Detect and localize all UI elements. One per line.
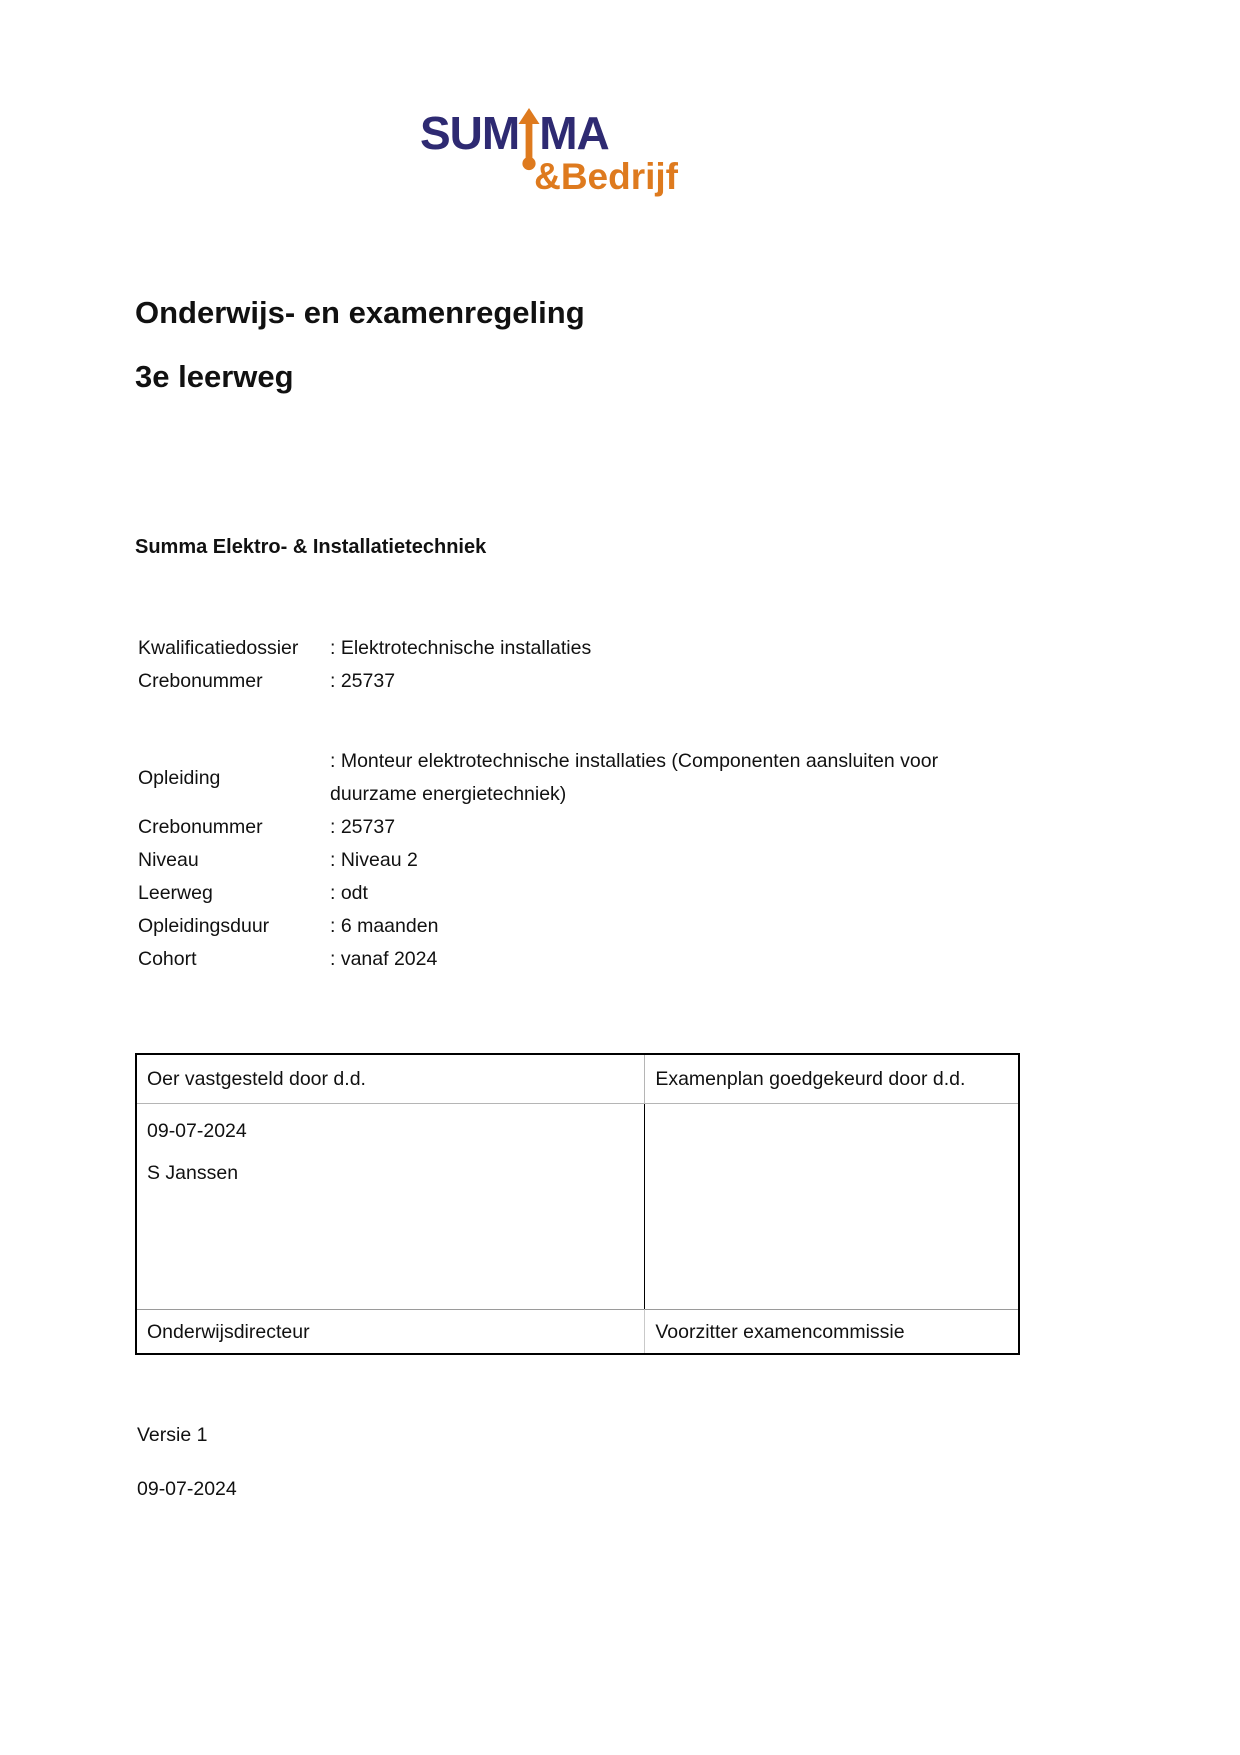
field-label: Opleidingsduur	[138, 915, 270, 937]
field-row-kwalificatiedossier	[138, 632, 998, 665]
field-label: Crebonummer	[138, 670, 263, 692]
version-label: Versie 1	[137, 1424, 208, 1446]
logo-subtext: &Bedrijf	[534, 156, 678, 197]
signed-name: S Janssen	[147, 1162, 239, 1184]
cell-examenplan-empty	[645, 1104, 1018, 1309]
field-label: Niveau	[138, 849, 199, 871]
cell-oer-signature	[137, 1104, 645, 1309]
document-title: Onderwijs- en examenregeling	[135, 295, 585, 330]
field-label: Leerweg	[138, 882, 213, 904]
cell-onderwijsdirecteur: Onderwijsdirecteur	[137, 1309, 645, 1353]
field-value: : Monteur elektrotechnische installaties (Componenten aansluiten voor duurzame energietechniek)	[330, 750, 939, 805]
cell-voorzitter-examencommissie: Voorzitter examencommissie	[645, 1309, 1018, 1353]
table-header-examenplan: Examenplan goedgekeurd door d.d.	[645, 1055, 1018, 1104]
field-row-opleidingsduur	[138, 910, 998, 943]
approval-table	[135, 1053, 1020, 1355]
summa-logo	[420, 107, 678, 197]
field-label: Kwalificatiedossier	[138, 637, 299, 659]
field-row-crebonummer-dossier	[138, 665, 998, 698]
field-label: Opleiding	[138, 766, 221, 789]
version-date: 09-07-2024	[137, 1478, 237, 1500]
field-value: : Elektrotechnische installaties	[330, 637, 592, 659]
field-value: : Niveau 2	[330, 849, 418, 871]
field-row-cohort	[138, 943, 998, 976]
field-value: : 25737	[330, 816, 396, 838]
field-value: : odt	[330, 882, 368, 904]
summa-wordmark	[420, 107, 678, 159]
table-header-oer: Oer vastgesteld door d.d.	[137, 1055, 645, 1104]
field-label: Cohort	[138, 948, 197, 970]
wordmark-text-right: MA	[539, 107, 609, 159]
field-label: Crebonummer	[138, 816, 263, 838]
field-value: : vanaf 2024	[330, 948, 438, 970]
field-value: : 25737	[330, 670, 396, 692]
dossier-fields	[138, 632, 998, 698]
field-row-opleiding	[138, 745, 998, 811]
wordmark-text-left: SUM	[420, 107, 520, 159]
document-subtitle-leerweg: 3e leerweg	[135, 359, 294, 394]
opleiding-fields	[138, 745, 998, 976]
field-value: : 6 maanden	[330, 915, 439, 937]
department-heading: Summa Elektro- & Installatietechniek	[135, 536, 487, 558]
field-row-leerweg	[138, 877, 998, 910]
field-row-crebonummer	[138, 811, 998, 844]
field-row-niveau	[138, 844, 998, 877]
signed-date: 09-07-2024	[147, 1120, 247, 1142]
